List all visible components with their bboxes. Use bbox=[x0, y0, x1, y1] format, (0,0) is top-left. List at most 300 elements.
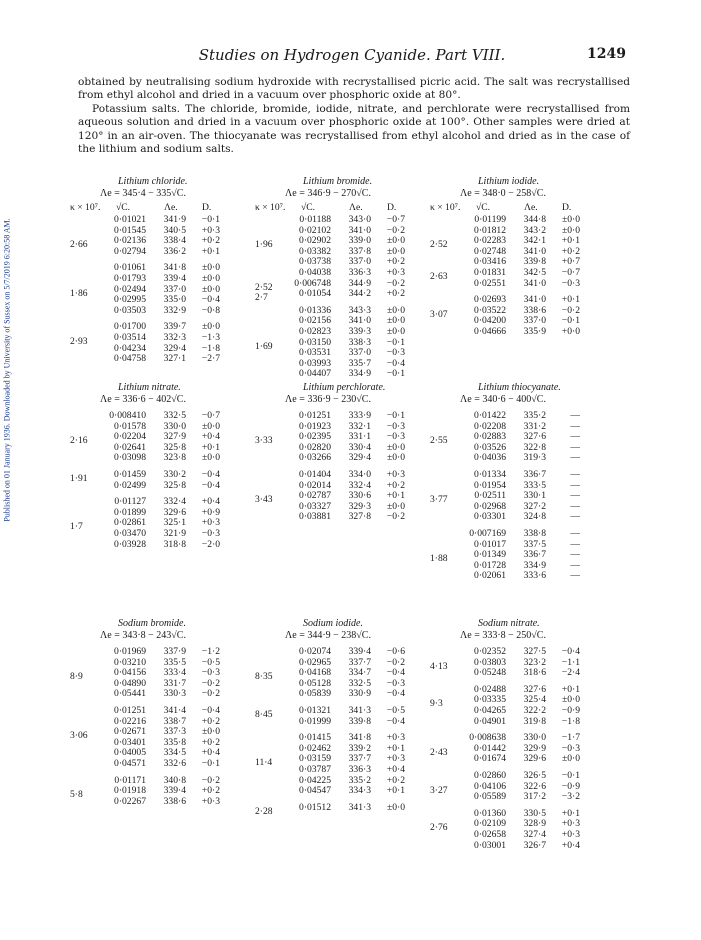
sqrt-c-cell: 0·04265 bbox=[474, 705, 506, 716]
table-row bbox=[430, 818, 610, 834]
lambda-cell: 331·1 bbox=[348, 431, 371, 443]
sqrt-c-cell: 0·01512 bbox=[299, 801, 331, 813]
table-row bbox=[430, 511, 610, 522]
deviation-cell: ±0·0 bbox=[561, 694, 580, 706]
table-row bbox=[70, 273, 250, 284]
lambda-cell: 327·4 bbox=[523, 829, 546, 840]
sqrt-c-cell: 0·01700 bbox=[114, 321, 146, 333]
lambda-cell: 334·3 bbox=[348, 785, 371, 797]
deviation-cell: +0·9 bbox=[201, 506, 220, 518]
sqrt-c-cell: 0·02861 bbox=[114, 517, 146, 529]
deviation-cell: −0·1 bbox=[561, 315, 580, 327]
deviation-cell: +0·4 bbox=[201, 431, 220, 443]
sqrt-c-cell: 0·01360 bbox=[474, 807, 506, 819]
deviation-cell: −0·2 bbox=[386, 656, 405, 668]
deviation-cell: −0·4 bbox=[201, 469, 220, 480]
running-title: Studies on Hydrogen Cyanide. Part VIII. bbox=[198, 46, 506, 64]
lambda-cell: 319·3 bbox=[523, 452, 546, 464]
download-notice-text: Published on 01 January 1936. Downloaded by University of Sussex on 5/7/2019 6:20:58 AM. bbox=[2, 218, 12, 522]
table-row bbox=[255, 646, 435, 657]
lambda-cell: 330·0 bbox=[163, 420, 186, 432]
table-row bbox=[255, 347, 435, 358]
table-row bbox=[70, 657, 250, 668]
table-row bbox=[430, 452, 610, 463]
table-row bbox=[255, 688, 435, 699]
table-row bbox=[70, 305, 250, 316]
deviation-cell: ±0·0 bbox=[561, 753, 580, 765]
lambda-cell: 339·0 bbox=[348, 235, 371, 247]
table-row bbox=[430, 294, 610, 305]
lambda-cell: 327·2 bbox=[523, 500, 546, 512]
table-row bbox=[430, 528, 610, 539]
kappa-cell: 1·7 bbox=[70, 521, 83, 533]
sqrt-c-cell: 0·04200 bbox=[474, 315, 506, 327]
lambda-cell: 339·4 bbox=[163, 273, 186, 284]
sqrt-c-cell: 0·01812 bbox=[474, 224, 506, 236]
sqrt-c-cell: 0·03266 bbox=[299, 452, 331, 464]
sqrt-c-cell: 0·01061 bbox=[114, 262, 146, 274]
deviation-cell: −0·3 bbox=[386, 431, 405, 443]
kappa-cell: 8·35 bbox=[255, 671, 273, 683]
lambda-cell: 318·6 bbox=[523, 667, 546, 679]
kappa-cell: 2·66 bbox=[70, 239, 88, 251]
table-row bbox=[70, 469, 250, 484]
table-row bbox=[70, 246, 250, 257]
kappa-cell: 8·45 bbox=[255, 709, 273, 720]
deviation-cell: ±0·0 bbox=[386, 452, 405, 464]
deviation-cell: +0·0 bbox=[561, 326, 580, 337]
lambda-cell: 337·7 bbox=[348, 753, 371, 765]
table-row bbox=[430, 829, 610, 840]
table-title: Sodium iodide. bbox=[303, 618, 363, 629]
table-title: Lithium bromide. bbox=[303, 176, 373, 187]
table-row bbox=[70, 353, 250, 364]
lambda-cell: 337·7 bbox=[348, 656, 371, 668]
deviation-cell: ±0·0 bbox=[201, 262, 220, 274]
deviation-cell: ±0·0 bbox=[201, 283, 220, 295]
table-row bbox=[255, 256, 435, 267]
deviation-cell: +0·4 bbox=[561, 839, 580, 851]
lambda-cell: 326·5 bbox=[523, 770, 546, 781]
table-row bbox=[70, 480, 250, 491]
lambda-cell: 341·8 bbox=[163, 262, 186, 274]
sqrt-c-cell: 0·02641 bbox=[114, 441, 146, 453]
deviation-cell: +0·1 bbox=[561, 235, 580, 247]
sqrt-c-cell: 0·02968 bbox=[474, 500, 506, 512]
page-number: 1249 bbox=[587, 46, 626, 62]
sqrt-c-cell: 0·03416 bbox=[474, 256, 506, 268]
deviation-cell: ±0·0 bbox=[386, 441, 405, 453]
sqrt-c-cell: 0·04036 bbox=[474, 452, 506, 464]
table-row bbox=[430, 225, 610, 236]
deviation-cell: — bbox=[570, 452, 580, 464]
sqrt-c-cell: 0·03401 bbox=[114, 736, 146, 748]
sqrt-c-cell: 0·04407 bbox=[299, 368, 331, 380]
lambda-cell: 327·6 bbox=[523, 683, 546, 695]
table-title: Lithium thiocyanate. bbox=[478, 382, 561, 393]
lambda-cell: 332·5 bbox=[163, 410, 186, 421]
table-row bbox=[70, 321, 250, 332]
sqrt-c-cell: 0·02462 bbox=[299, 742, 331, 754]
table-row bbox=[255, 480, 435, 491]
sqrt-c-cell: 0·02511 bbox=[474, 490, 506, 502]
lambda-cell: 338·8 bbox=[523, 528, 546, 539]
deviation-cell: −1·8 bbox=[561, 715, 580, 727]
table-row bbox=[430, 267, 610, 282]
table-row bbox=[255, 785, 435, 796]
deviation-cell: −0·2 bbox=[386, 511, 405, 523]
lambda-cell: 330·3 bbox=[163, 688, 186, 700]
table-row bbox=[70, 283, 250, 299]
lambda-cell: 335·5 bbox=[163, 656, 186, 668]
deviation-cell: +0·2 bbox=[201, 715, 220, 727]
sqrt-c-cell: 0·05589 bbox=[474, 791, 506, 803]
table-title: Sodium bromide. bbox=[118, 618, 186, 629]
lambda-cell: 341·4 bbox=[163, 705, 186, 716]
sqrt-c-cell: 0·01171 bbox=[114, 774, 146, 786]
lambda-cell: 319·8 bbox=[523, 715, 546, 727]
lambda-cell: 341·3 bbox=[348, 705, 371, 716]
deviation-cell: +0·1 bbox=[561, 294, 580, 306]
lambda-cell: 323·2 bbox=[523, 656, 546, 668]
sqrt-c-cell: 0·03301 bbox=[474, 511, 506, 523]
deviation-cell: +0·2 bbox=[386, 256, 405, 268]
sqrt-c-cell: 0·04168 bbox=[299, 667, 331, 679]
kappa-cell: 2·76 bbox=[430, 822, 448, 834]
table-row bbox=[70, 421, 250, 432]
sqrt-c-cell: 0·02794 bbox=[114, 245, 146, 257]
lambda-cell: 331·7 bbox=[163, 677, 186, 689]
table-row bbox=[70, 747, 250, 758]
sqrt-c-cell: 0·03928 bbox=[114, 538, 146, 550]
lambda-cell: 326·7 bbox=[523, 839, 546, 851]
lambda-cell: 335·9 bbox=[523, 326, 546, 337]
deviation-cell: +0·3 bbox=[201, 224, 220, 236]
column-header: κ × 10⁷. bbox=[70, 202, 101, 213]
table-equation: Λe = 336·6 − 402√C. bbox=[100, 394, 186, 405]
deviation-cell: +0·3 bbox=[386, 732, 405, 744]
lambda-cell: 325·8 bbox=[163, 441, 186, 453]
deviation-cell: −0·1 bbox=[561, 770, 580, 781]
deviation-cell: −0·7 bbox=[386, 214, 405, 225]
lambda-cell: 337·0 bbox=[348, 347, 371, 359]
lambda-cell: 339·4 bbox=[348, 646, 371, 657]
table-title: Lithium chloride. bbox=[118, 176, 188, 187]
deviation-cell: +0·1 bbox=[386, 490, 405, 502]
lambda-cell: 332·4 bbox=[163, 496, 186, 508]
sqrt-c-cell: 0·01969 bbox=[114, 646, 146, 657]
table-row bbox=[255, 657, 435, 668]
sqrt-c-cell: 0·01578 bbox=[114, 420, 146, 432]
lambda-cell: 325·1 bbox=[163, 517, 186, 529]
table-row bbox=[255, 267, 435, 278]
lambda-cell: 335·7 bbox=[348, 357, 371, 369]
deviation-cell: −0·1 bbox=[201, 758, 220, 769]
table-equation: Λe = 340·6 − 400√C. bbox=[460, 394, 546, 405]
lambda-cell: 339·4 bbox=[163, 785, 186, 797]
deviation-cell: −1·1 bbox=[561, 656, 580, 668]
sqrt-c-cell: 0·04005 bbox=[114, 747, 146, 759]
lambda-cell: 344·8 bbox=[523, 214, 546, 225]
table-row bbox=[255, 716, 435, 727]
deviation-cell: −0·3 bbox=[561, 742, 580, 754]
table-row bbox=[255, 246, 435, 257]
lambda-cell: 336·2 bbox=[163, 245, 186, 257]
sqrt-c-cell: 0·01918 bbox=[114, 785, 146, 797]
table-row bbox=[430, 791, 610, 802]
lambda-cell: 327·8 bbox=[348, 511, 371, 523]
kappa-cell: 2·28 bbox=[255, 805, 273, 817]
table-row bbox=[430, 780, 610, 796]
deviation-cell: — bbox=[570, 410, 580, 421]
deviation-cell: ±0·0 bbox=[386, 245, 405, 257]
lambda-cell: 336·7 bbox=[523, 469, 546, 480]
deviation-cell: — bbox=[570, 538, 580, 550]
sqrt-c-cell: 0·05128 bbox=[299, 677, 331, 689]
sqrt-c-cell: 0·02551 bbox=[474, 277, 506, 289]
sqrt-c-cell: 0·01251 bbox=[299, 410, 331, 421]
column-header: √C. bbox=[301, 202, 316, 213]
lambda-cell: 322·8 bbox=[523, 441, 546, 453]
sqrt-c-cell: 0·03522 bbox=[474, 304, 506, 316]
sqrt-c-cell: 0·01321 bbox=[299, 705, 331, 716]
table-row bbox=[255, 452, 435, 463]
kappa-cell: 1·86 bbox=[70, 287, 88, 299]
lambda-cell: 344·9 bbox=[348, 277, 371, 289]
sqrt-c-cell: 0·02283 bbox=[474, 235, 506, 247]
deviation-cell: — bbox=[570, 431, 580, 443]
lambda-cell: 341·3 bbox=[348, 801, 371, 813]
sqrt-c-cell: 0·008410 bbox=[109, 410, 146, 421]
table-row bbox=[430, 656, 610, 672]
lambda-cell: 330·9 bbox=[348, 688, 371, 700]
deviation-cell: +0·4 bbox=[201, 747, 220, 759]
sqrt-c-cell: 0·03514 bbox=[114, 332, 146, 343]
sqrt-c-cell: 0·05839 bbox=[299, 688, 331, 700]
deviation-cell: — bbox=[570, 420, 580, 432]
table-row bbox=[430, 770, 610, 781]
sqrt-c-cell: 0·01999 bbox=[299, 715, 331, 727]
sqrt-c-cell: 0·02860 bbox=[474, 770, 506, 781]
deviation-cell: +0·3 bbox=[386, 267, 405, 278]
sqrt-c-cell: 0·02488 bbox=[474, 683, 506, 695]
table-row bbox=[430, 840, 610, 851]
table-row bbox=[70, 528, 250, 539]
sqrt-c-cell: 0·01923 bbox=[299, 420, 331, 432]
column-header: D. bbox=[202, 202, 212, 213]
table-row bbox=[70, 442, 250, 453]
sqrt-c-cell: 0·02267 bbox=[114, 795, 146, 807]
deviation-cell: −0·4 bbox=[386, 688, 405, 700]
kappa-cell: 2·93 bbox=[70, 336, 88, 347]
lambda-cell: 325·8 bbox=[163, 479, 186, 491]
table-equation: Λe = 333·8 − 250√C. bbox=[460, 630, 546, 641]
lambda-cell: 337·0 bbox=[163, 283, 186, 295]
table-row bbox=[255, 442, 435, 453]
sqrt-c-cell: 0·01728 bbox=[474, 559, 506, 571]
table-row bbox=[255, 288, 435, 304]
sqrt-c-cell: 0·02883 bbox=[474, 431, 506, 443]
deviation-cell: — bbox=[570, 559, 580, 571]
deviation-cell: — bbox=[570, 528, 580, 539]
sqrt-c-cell: 0·02494 bbox=[114, 283, 146, 295]
column-header: √C. bbox=[476, 202, 491, 213]
deviation-cell: +0·3 bbox=[201, 517, 220, 529]
lambda-cell: 322·2 bbox=[523, 705, 546, 716]
lambda-cell: 343·0 bbox=[348, 214, 371, 225]
kappa-cell: 1·91 bbox=[70, 473, 88, 484]
sqrt-c-cell: 0·01831 bbox=[474, 267, 506, 278]
sqrt-c-cell: 0·04571 bbox=[114, 758, 146, 769]
table-row bbox=[430, 694, 610, 710]
table-row bbox=[70, 496, 250, 507]
lambda-cell: 332·4 bbox=[348, 479, 371, 491]
lambda-cell: 332·1 bbox=[348, 420, 371, 432]
column-header: √C. bbox=[116, 202, 131, 213]
table-row bbox=[70, 796, 250, 807]
table-row bbox=[70, 225, 250, 236]
table-row bbox=[70, 758, 250, 769]
deviation-cell: +0·1 bbox=[561, 683, 580, 695]
lambda-cell: 321·9 bbox=[163, 528, 186, 539]
deviation-cell: −0·9 bbox=[561, 705, 580, 716]
table-row bbox=[430, 480, 610, 491]
kappa-cell: 3·43 bbox=[255, 494, 273, 506]
deviation-cell: −0·3 bbox=[201, 667, 220, 679]
table-row bbox=[70, 688, 250, 699]
table-row bbox=[430, 742, 610, 758]
lambda-cell: 330·5 bbox=[523, 807, 546, 819]
sqrt-c-cell: 0·02658 bbox=[474, 829, 506, 840]
column-header: Λe. bbox=[164, 202, 178, 213]
table-title: Sodium nitrate. bbox=[478, 618, 540, 629]
deviation-cell: ±0·0 bbox=[201, 321, 220, 333]
table-row bbox=[255, 421, 435, 432]
table-equation: Λe = 346·9 − 270√C. bbox=[285, 188, 371, 199]
deviation-cell: −0·3 bbox=[386, 420, 405, 432]
lambda-cell: 333·5 bbox=[523, 479, 546, 491]
conductivity-tables bbox=[70, 176, 630, 856]
sqrt-c-cell: 0·05248 bbox=[474, 667, 506, 679]
deviation-cell: −0·7 bbox=[561, 267, 580, 278]
lambda-cell: 341·0 bbox=[523, 245, 546, 257]
table-row bbox=[70, 775, 250, 786]
deviation-cell: ±0·0 bbox=[201, 726, 220, 738]
table-row bbox=[430, 732, 610, 743]
table-row bbox=[70, 410, 250, 421]
sqrt-c-cell: 0·05441 bbox=[114, 688, 146, 700]
sqrt-c-cell: 0·04547 bbox=[299, 785, 331, 797]
deviation-cell: — bbox=[570, 549, 580, 561]
deviation-cell: −0·2 bbox=[201, 688, 220, 700]
deviation-cell: −0·5 bbox=[386, 705, 405, 716]
sqrt-c-cell: 0·01017 bbox=[474, 538, 506, 550]
intro-paragraph: Potassium salts. The chloride, bromide, iodide, nitrate, and perchlorate were recrystallised from aqueous solution and dried in a vacuum over phosphoric oxide at 100°. Other samples were dried at 120° in an air-oven. The thiocyanate was recrystallised from ethyl alcohol and dried as in the case of the lithium and sodium salts. bbox=[78, 102, 630, 156]
deviation-cell: −0·4 bbox=[386, 357, 405, 369]
sqrt-c-cell: 0·03382 bbox=[299, 245, 331, 257]
table-equation: Λe = 348·0 − 258√C. bbox=[460, 188, 546, 199]
table-row bbox=[255, 358, 435, 369]
lambda-cell: 327·6 bbox=[523, 431, 546, 443]
lambda-cell: 329·4 bbox=[348, 452, 371, 464]
deviation-cell: ±0·0 bbox=[386, 500, 405, 512]
sqrt-c-cell: 0·02352 bbox=[474, 646, 506, 657]
column-header: Λe. bbox=[349, 202, 363, 213]
lambda-cell: 332·9 bbox=[163, 304, 186, 316]
sqrt-c-cell: 0·007169 bbox=[469, 528, 506, 539]
deviation-cell: −0·6 bbox=[386, 646, 405, 657]
table-row bbox=[70, 507, 250, 518]
deviation-cell: −0·3 bbox=[386, 677, 405, 689]
sqrt-c-cell: 0·02109 bbox=[474, 818, 506, 830]
lambda-cell: 317·2 bbox=[523, 791, 546, 803]
table-row bbox=[70, 705, 250, 716]
table-row bbox=[255, 501, 435, 512]
kappa-cell: 3·27 bbox=[430, 784, 448, 796]
sqrt-c-cell: 0·02671 bbox=[114, 726, 146, 738]
table-equation: Λe = 343·8 − 243√C. bbox=[100, 630, 186, 641]
lambda-cell: 330·2 bbox=[163, 469, 186, 480]
kappa-cell: 2·43 bbox=[430, 746, 448, 758]
kappa-cell: 3·07 bbox=[430, 308, 448, 320]
lambda-cell: 333·4 bbox=[163, 667, 186, 679]
lambda-cell: 338·7 bbox=[163, 715, 186, 727]
sqrt-c-cell: 0·02136 bbox=[114, 235, 146, 247]
lambda-cell: 335·0 bbox=[163, 294, 186, 306]
sqrt-c-cell: 0·04225 bbox=[299, 774, 331, 786]
sqrt-c-cell: 0·01054 bbox=[299, 288, 331, 300]
table-row bbox=[430, 304, 610, 320]
deviation-cell: −0·4 bbox=[386, 667, 405, 679]
lambda-cell: 325·4 bbox=[523, 694, 546, 706]
deviation-cell: −0·4 bbox=[201, 705, 220, 716]
table-row bbox=[255, 764, 435, 775]
lambda-cell: 338·3 bbox=[348, 336, 371, 348]
kappa-cell: 8·9 bbox=[70, 671, 83, 683]
lambda-cell: 343·2 bbox=[523, 224, 546, 236]
table-row bbox=[430, 326, 610, 337]
table-row bbox=[430, 753, 610, 764]
deviation-cell: −0·9 bbox=[561, 780, 580, 792]
sqrt-c-cell: 0·03503 bbox=[114, 304, 146, 316]
lambda-cell: 335·8 bbox=[163, 736, 186, 748]
deviation-cell: −0·1 bbox=[386, 336, 405, 348]
sqrt-c-cell: 0·02156 bbox=[299, 315, 331, 327]
table-row bbox=[70, 332, 250, 347]
deviation-cell: −1·8 bbox=[201, 342, 220, 354]
deviation-cell: −0·2 bbox=[386, 224, 405, 236]
sqrt-c-cell: 0·01334 bbox=[474, 469, 506, 480]
deviation-cell: −1·2 bbox=[201, 646, 220, 657]
kappa-cell: 2·55 bbox=[430, 435, 448, 447]
lambda-cell: 336·3 bbox=[348, 267, 371, 278]
sqrt-c-cell: 0·04901 bbox=[474, 715, 506, 727]
sqrt-c-cell: 0·03526 bbox=[474, 441, 506, 453]
deviation-cell: −0·4 bbox=[386, 715, 405, 727]
sqrt-c-cell: 0·03159 bbox=[299, 753, 331, 765]
table-row bbox=[255, 732, 435, 743]
intro-text bbox=[78, 76, 630, 156]
table-row bbox=[430, 501, 610, 512]
sqrt-c-cell: 0·02787 bbox=[299, 490, 331, 502]
deviation-cell: +0·4 bbox=[201, 496, 220, 508]
table-row bbox=[430, 214, 610, 225]
deviation-cell: −2·4 bbox=[561, 667, 580, 679]
lambda-cell: 339·8 bbox=[348, 715, 371, 727]
sqrt-c-cell: 0·03335 bbox=[474, 694, 506, 706]
table-row bbox=[255, 225, 435, 236]
deviation-cell: +0·1 bbox=[561, 807, 580, 819]
